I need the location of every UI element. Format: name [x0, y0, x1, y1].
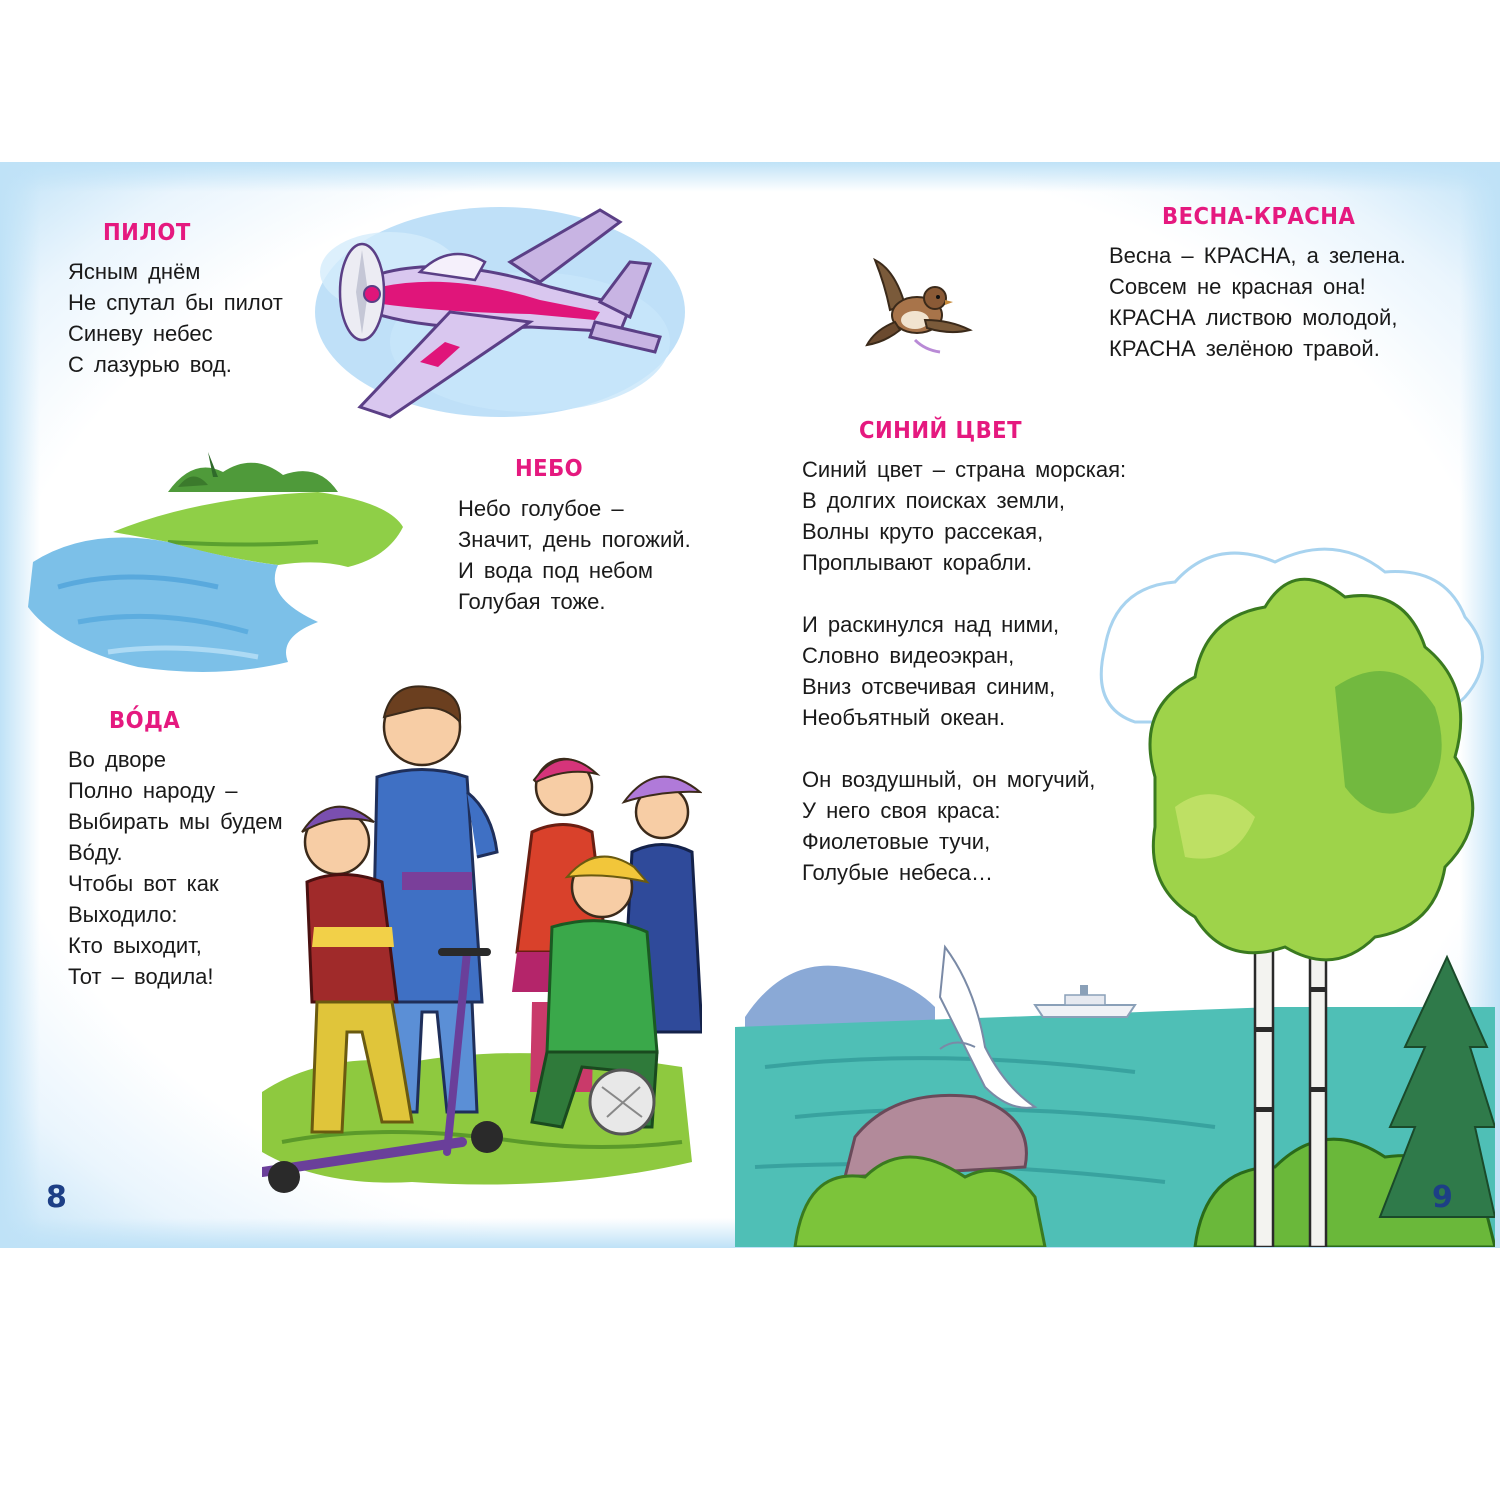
- poem-vesna: [1109, 240, 1406, 364]
- poem-nebo: [458, 493, 691, 617]
- poem-stanza: [802, 764, 1126, 888]
- poem-line: Проплывают корабли.: [802, 550, 1033, 575]
- poem-voda: [68, 744, 283, 992]
- poem-pilot: [68, 256, 283, 380]
- poem-line: Во́ду.: [68, 840, 123, 865]
- poem-stanza: [802, 454, 1126, 578]
- poem-line: Кто выходит,: [68, 933, 202, 958]
- poem-title-pilot: ПИЛОТ: [103, 220, 191, 246]
- poem-line: Синеву небес: [68, 321, 213, 346]
- poem-line: Полно народу –: [68, 778, 238, 803]
- poem-line: Голубые небеса…: [802, 860, 993, 885]
- poem-line: Выбирать мы будем: [68, 809, 283, 834]
- poem-title-siniy: СИНИЙ ЦВЕТ: [859, 418, 1022, 444]
- poem-line: Волны круто рассекая,: [802, 519, 1044, 544]
- poem-line: У него своя краса:: [802, 798, 1001, 823]
- poem-line: Синий цвет – страна морская:: [802, 457, 1127, 482]
- book-spread: [0, 162, 1500, 1248]
- airplane-illustration: [300, 192, 710, 442]
- poem-line: И раскинулся над ними,: [802, 612, 1060, 637]
- sparrow-icon: [855, 250, 975, 360]
- poem-title-voda: ВО́ДА: [109, 708, 181, 734]
- poem-line: КРАСНА листвою молодой,: [1109, 305, 1398, 330]
- poem-line: Голубая тоже.: [458, 589, 606, 614]
- lake-icon: [18, 447, 413, 682]
- bird-illustration: [855, 250, 975, 360]
- poem-line: КРАСНА зелёною травой.: [1109, 336, 1380, 361]
- poem-line: Весна – КРАСНА, а зелена.: [1109, 243, 1406, 268]
- poem-title-vesna: ВЕСНА-КРАСНА: [1162, 204, 1356, 230]
- spread-edge-top: [0, 162, 1500, 192]
- page-number-right: 9: [1432, 1180, 1453, 1215]
- poem-line: Он воздушный, он могучий,: [802, 767, 1096, 792]
- spread-edge-left: [0, 162, 40, 1248]
- poem-stanza: [802, 609, 1126, 733]
- poem-title-nebo: НЕБО: [515, 456, 584, 482]
- poem-line: Совсем не красная она!: [1109, 274, 1366, 299]
- poem-line: И вода под небом: [458, 558, 654, 583]
- poem-line: Вниз отсвечивая синим,: [802, 674, 1056, 699]
- children-illustration: [262, 672, 702, 1232]
- poem-line: Необъятный океан.: [802, 705, 1006, 730]
- airplane-icon: [300, 192, 710, 442]
- poem-line: Значит, день погожий.: [458, 527, 691, 552]
- page-number-left: 8: [46, 1180, 67, 1215]
- poem-line: Ясным днём: [68, 259, 201, 284]
- lake-illustration: [18, 447, 413, 682]
- poem-line: В долгих поисках земли,: [802, 488, 1065, 513]
- poem-line: Небо голубое –: [458, 496, 624, 521]
- poem-line: С лазурью вод.: [68, 352, 232, 377]
- poem-line: Не спутал бы пилот: [68, 290, 283, 315]
- poem-siniy: [802, 454, 1126, 888]
- poem-line: Выходило:: [68, 902, 178, 927]
- poem-line: Фиолетовые тучи,: [802, 829, 991, 854]
- poem-line: Чтобы вот как: [68, 871, 219, 896]
- children-icon: [262, 672, 702, 1232]
- poem-line: Словно видеоэкран,: [802, 643, 1015, 668]
- poem-line: Тот – водила!: [68, 964, 214, 989]
- poem-line: Во дворе: [68, 747, 167, 772]
